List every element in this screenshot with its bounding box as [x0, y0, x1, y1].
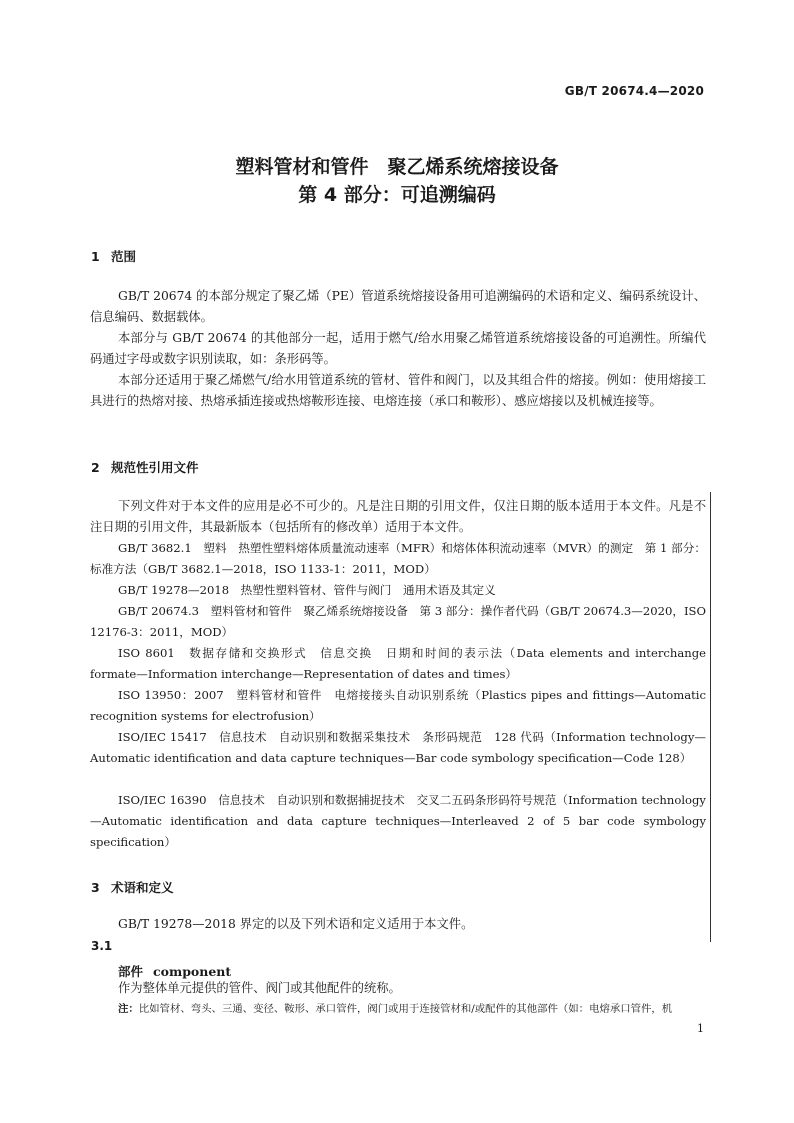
term-english: component — [153, 964, 232, 979]
normative-reference: GB/T 20674.3 塑料管材和管件 聚乙烯系统熔接设备 第 3 部分：操作者代码（GB/T 20674.3—2020，ISO 12176-3：2011，MOD） — [90, 604, 706, 639]
term-definition: 作为整体单元提供的管件、阀门或其他配件的统称。 — [118, 981, 401, 995]
terms-intro: GB/T 19278—2018 界定的以及下列术语和定义适用于本文件。 — [118, 917, 474, 931]
note-label: 注： — [118, 1003, 139, 1015]
term-chinese: 部件 — [118, 964, 144, 979]
scope-paragraph: 本部分还适用于聚乙烯燃气/给水用管道系统的管材、管件和阀门，以及其组合件的熔接。例如：使用熔接工具进行的热熔对接、热熔承插连接或热熔鞍形连接、电熔连接（承口和鞍形）、感应熔接以及机械连接等。 — [90, 373, 706, 408]
normative-reference: ISO 8601 数据存储和交换形式 信息交换 日期和时间的表示法（Data elements and interchange formate—Information interchange—Representation of dates and times） — [90, 646, 706, 681]
section-heading-terms — [91, 878, 174, 896]
section-number: 3 — [91, 880, 100, 895]
scope-paragraph: 本部分与 GB/T 20674 的其他部分一起，适用于燃气/给水用聚乙烯管道系统熔接设备的可追溯性。所编代码通过字母或数字识别读取，如：条形码等。 — [90, 331, 706, 366]
document-subtitle: 第 4 部分：可追溯编码 — [298, 184, 496, 206]
section-heading-scope — [91, 247, 136, 265]
document-title: 塑料管材和管件 聚乙烯系统熔接设备 — [235, 156, 559, 178]
normative-reference: GB/T 3682.1 塑料 热塑性塑料熔体质量流动速率（MFR）和熔体体积流动速率（MVR）的测定 第 1 部分：标准方法（GB/T 3682.1—2018，ISO 1133-1：2011，MOD） — [90, 541, 706, 576]
section-number: 1 — [91, 249, 100, 264]
normative-reference: ISO/IEC 15417 信息技术 自动识别和数据采集技术 条形码规范 128 代码（Information technology—Automatic identification and data capture techniques—Bar code symbology specification—Code 128） — [90, 730, 706, 765]
section-title: 规范性引用文件 — [111, 460, 199, 475]
normative-reference: ISO 13950：2007 塑料管材和管件 电熔接接头自动识别系统（Plastics pipes and fittings—Automatic recognition systems for electrofusion） — [90, 688, 706, 723]
page-number: 1 — [697, 1022, 704, 1035]
standard-code: GB/T 20674.4—2020 — [564, 84, 704, 98]
term-note — [118, 1000, 708, 1018]
term-clause-number: 3.1 — [91, 939, 113, 953]
section-number: 2 — [91, 460, 100, 475]
normative-reference: GB/T 19278—2018 热塑性塑料管材、管件与阀门 通用术语及其定义 — [118, 583, 496, 597]
normative-intro: 下列文件对于本文件的应用是必不可少的。凡是注日期的引用文件，仅注日期的版本适用于本文件。凡是不注日期的引用文件，其最新版本（包括所有的修改单）适用于本文件。 — [90, 499, 706, 534]
section-title: 术语和定义 — [111, 880, 174, 895]
section-title: 范围 — [111, 249, 137, 264]
note-text: 比如管材、弯头、三通、变径、鞍形、承口管件，阀门或用于连接管材和/或配件的其他部件（如：电熔承口管件，机 — [138, 1003, 673, 1015]
margin-rule — [710, 492, 711, 942]
scope-paragraph: GB/T 20674 的本部分规定了聚乙烯（PE）管道系统熔接设备用可追溯编码的术语和定义、编码系统设计、信息编码、数据载体。 — [90, 289, 706, 324]
section-heading-normative — [91, 458, 199, 476]
normative-reference: ISO/IEC 16390 信息技术 自动识别和数据捕捉技术 交叉二五码条形码符号规范（Information technology—Automatic identification and data capture techniques—Interleaved 2 of 5 bar code symbology specification） — [90, 793, 706, 849]
